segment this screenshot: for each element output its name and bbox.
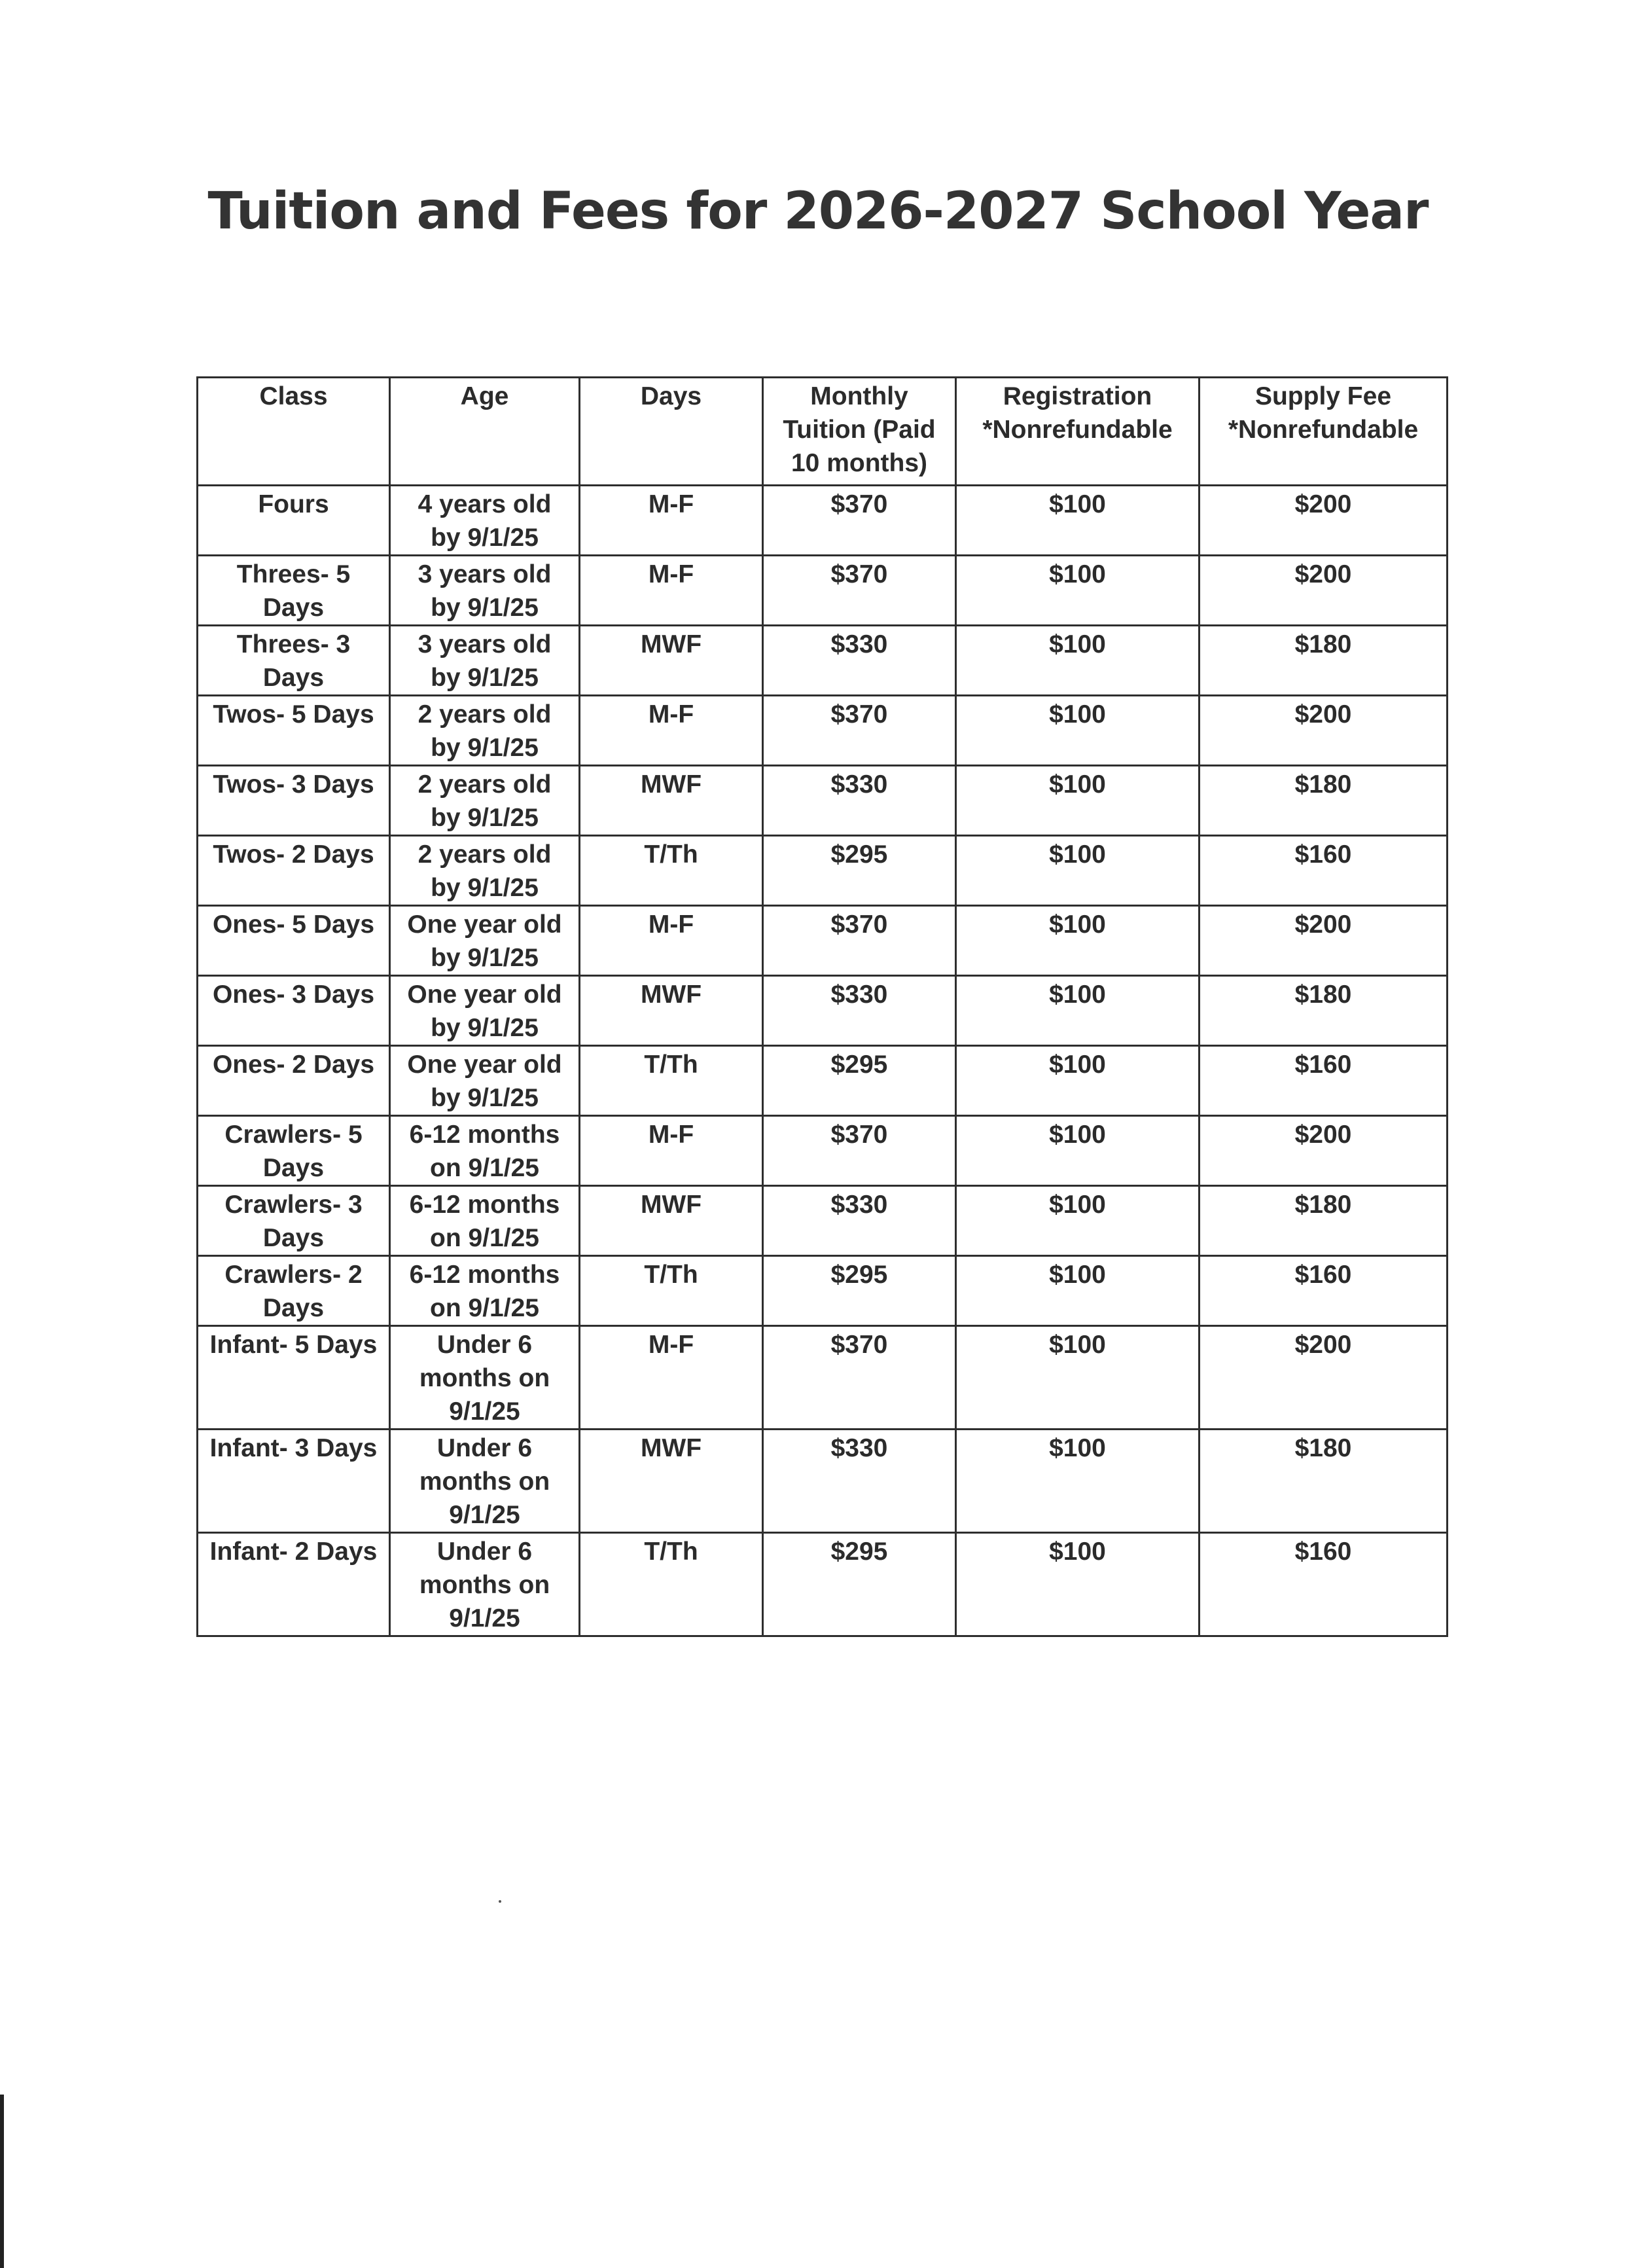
- cell-class: Twos- 2 Days: [198, 836, 390, 906]
- cell-age: 2 years old by 9/1/25: [390, 766, 580, 836]
- cell-registration: $100: [956, 696, 1200, 766]
- cell-registration: $100: [956, 1256, 1200, 1326]
- cell-tuition: $370: [763, 1116, 956, 1186]
- cell-tuition: $330: [763, 766, 956, 836]
- cell-supply: $180: [1200, 626, 1448, 696]
- cell-registration: $100: [956, 1116, 1200, 1186]
- cell-tuition: $295: [763, 1046, 956, 1116]
- cell-age: 6-12 months on 9/1/25: [390, 1256, 580, 1326]
- cell-class: Twos- 5 Days: [198, 696, 390, 766]
- scan-speck: [499, 1900, 501, 1903]
- cell-class: Fours: [198, 486, 390, 556]
- cell-supply: $200: [1200, 906, 1448, 976]
- cell-class: Threes- 3 Days: [198, 626, 390, 696]
- cell-tuition: $330: [763, 1430, 956, 1533]
- table-row: [198, 1326, 1448, 1430]
- table-row: [198, 1430, 1448, 1533]
- table-row: [198, 1186, 1448, 1256]
- table-row: [198, 1046, 1448, 1116]
- table-row: [198, 1116, 1448, 1186]
- header-days: Days: [580, 378, 763, 486]
- cell-age: 2 years old by 9/1/25: [390, 696, 580, 766]
- cell-tuition: $370: [763, 906, 956, 976]
- table-row: [198, 766, 1448, 836]
- cell-registration: $100: [956, 976, 1200, 1046]
- cell-class: Twos- 3 Days: [198, 766, 390, 836]
- cell-registration: $100: [956, 906, 1200, 976]
- cell-tuition: $295: [763, 1533, 956, 1636]
- header-supply-fee: Supply Fee *Nonrefundable: [1200, 378, 1448, 486]
- cell-days: MWF: [580, 766, 763, 836]
- cell-class: Infant- 5 Days: [198, 1326, 390, 1430]
- table-row: [198, 976, 1448, 1046]
- table-row: [198, 556, 1448, 626]
- cell-age: 3 years old by 9/1/25: [390, 556, 580, 626]
- cell-supply: $160: [1200, 836, 1448, 906]
- header-age: Age: [390, 378, 580, 486]
- cell-class: Crawlers- 3 Days: [198, 1186, 390, 1256]
- cell-supply: $180: [1200, 766, 1448, 836]
- cell-supply: $160: [1200, 1533, 1448, 1636]
- cell-age: One year old by 9/1/25: [390, 1046, 580, 1116]
- cell-days: M-F: [580, 1116, 763, 1186]
- cell-registration: $100: [956, 1186, 1200, 1256]
- cell-days: M-F: [580, 556, 763, 626]
- cell-age: 3 years old by 9/1/25: [390, 626, 580, 696]
- cell-age: 4 years old by 9/1/25: [390, 486, 580, 556]
- cell-days: M-F: [580, 486, 763, 556]
- cell-age: Under 6 months on 9/1/25: [390, 1533, 580, 1636]
- cell-tuition: $295: [763, 1256, 956, 1326]
- cell-registration: $100: [956, 1533, 1200, 1636]
- cell-age: Under 6 months on 9/1/25: [390, 1326, 580, 1430]
- table-row: [198, 486, 1448, 556]
- cell-supply: $180: [1200, 1430, 1448, 1533]
- cell-days: T/Th: [580, 1256, 763, 1326]
- cell-class: Ones- 3 Days: [198, 976, 390, 1046]
- cell-days: M-F: [580, 906, 763, 976]
- cell-registration: $100: [956, 836, 1200, 906]
- table-row: [198, 1256, 1448, 1326]
- header-monthly-tuition: Monthly Tuition (Paid 10 months): [763, 378, 956, 486]
- cell-age: 6-12 months on 9/1/25: [390, 1116, 580, 1186]
- cell-age: 6-12 months on 9/1/25: [390, 1186, 580, 1256]
- cell-supply: $160: [1200, 1256, 1448, 1326]
- cell-tuition: $295: [763, 836, 956, 906]
- page-title: Tuition and Fees for 2026-2027 School Year: [207, 182, 1429, 241]
- cell-age: One year old by 9/1/25: [390, 976, 580, 1046]
- cell-registration: $100: [956, 766, 1200, 836]
- cell-supply: $200: [1200, 556, 1448, 626]
- cell-tuition: $370: [763, 696, 956, 766]
- cell-class: Crawlers- 5 Days: [198, 1116, 390, 1186]
- cell-tuition: $370: [763, 486, 956, 556]
- cell-days: T/Th: [580, 1046, 763, 1116]
- cell-days: T/Th: [580, 1533, 763, 1636]
- table-row: [198, 626, 1448, 696]
- table-row: [198, 1533, 1448, 1636]
- cell-age: 2 years old by 9/1/25: [390, 836, 580, 906]
- cell-supply: $200: [1200, 696, 1448, 766]
- cell-tuition: $330: [763, 626, 956, 696]
- cell-tuition: $370: [763, 1326, 956, 1430]
- cell-age: One year old by 9/1/25: [390, 906, 580, 976]
- cell-class: Infant- 3 Days: [198, 1430, 390, 1533]
- cell-registration: $100: [956, 486, 1200, 556]
- cell-days: MWF: [580, 1430, 763, 1533]
- cell-registration: $100: [956, 556, 1200, 626]
- cell-class: Ones- 2 Days: [198, 1046, 390, 1116]
- cell-class: Infant- 2 Days: [198, 1533, 390, 1636]
- cell-class: Crawlers- 2 Days: [198, 1256, 390, 1326]
- cell-tuition: $370: [763, 556, 956, 626]
- cell-supply: $180: [1200, 1186, 1448, 1256]
- table-body: [198, 486, 1448, 1636]
- scan-edge-mark: [0, 2095, 4, 2268]
- tuition-table: [196, 376, 1448, 1637]
- cell-registration: $100: [956, 1046, 1200, 1116]
- header-registration: Registration *Nonrefundable: [956, 378, 1200, 486]
- cell-registration: $100: [956, 1326, 1200, 1430]
- cell-days: MWF: [580, 626, 763, 696]
- cell-age: Under 6 months on 9/1/25: [390, 1430, 580, 1533]
- cell-days: MWF: [580, 1186, 763, 1256]
- table-row: [198, 836, 1448, 906]
- cell-supply: $180: [1200, 976, 1448, 1046]
- cell-days: M-F: [580, 696, 763, 766]
- cell-supply: $160: [1200, 1046, 1448, 1116]
- table-header-row: [198, 378, 1448, 486]
- cell-class: Threes- 5 Days: [198, 556, 390, 626]
- cell-days: MWF: [580, 976, 763, 1046]
- cell-supply: $200: [1200, 486, 1448, 556]
- cell-tuition: $330: [763, 976, 956, 1046]
- cell-tuition: $330: [763, 1186, 956, 1256]
- cell-supply: $200: [1200, 1326, 1448, 1430]
- cell-supply: $200: [1200, 1116, 1448, 1186]
- cell-class: Ones- 5 Days: [198, 906, 390, 976]
- cell-registration: $100: [956, 1430, 1200, 1533]
- table-row: [198, 906, 1448, 976]
- cell-days: M-F: [580, 1326, 763, 1430]
- header-class: Class: [198, 378, 390, 486]
- table-row: [198, 696, 1448, 766]
- cell-registration: $100: [956, 626, 1200, 696]
- cell-days: T/Th: [580, 836, 763, 906]
